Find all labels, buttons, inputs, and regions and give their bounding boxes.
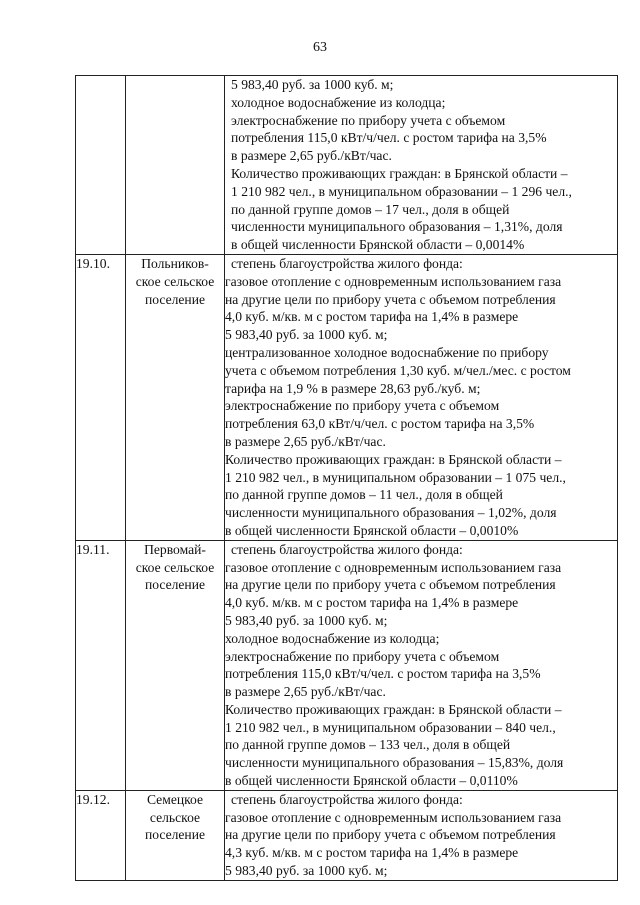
- table-row: [76, 540, 618, 790]
- settlement-name: [126, 254, 225, 540]
- description-cell: [225, 790, 618, 880]
- description-line: 4,0 куб. м/кв. м с ростом тарифа на 1,4% в размере: [225, 309, 519, 325]
- description-line: по данной группе домов – 11 чел., доля в общей: [225, 487, 503, 503]
- description-line: степень благоустройства жилого фонда:: [231, 791, 463, 807]
- description-line: по данной группе домов – 133 чел., доля в общей: [225, 737, 511, 753]
- description-line: в общей численности Брянской области – 0,0014%: [231, 237, 525, 253]
- table-row: [76, 254, 618, 540]
- description-line: Количество проживающих граждан: в Брянской области –: [231, 165, 568, 181]
- settlement-name-line: поселение: [144, 291, 206, 307]
- settlement-name-line: поселение: [144, 577, 206, 593]
- description-line: на другие цели по прибору учета с объемом потребления: [225, 827, 556, 843]
- description-line: учета с объемом потребления 1,30 куб. м/чел./мес. с ростом: [225, 362, 571, 378]
- settlement-name: [126, 790, 225, 880]
- description-line: газовое отопление с одновременным использованием газа: [225, 559, 562, 575]
- description-line: Количество проживающих граждан: в Брянской области –: [225, 451, 562, 467]
- settlement-name-line: Семецкое: [146, 791, 204, 807]
- description-line: электроснабжение по прибору учета с объемом: [225, 398, 500, 414]
- description-line: степень благоустройства жилого фонда:: [231, 255, 463, 271]
- description-line: электроснабжение по прибору учета с объемом: [231, 112, 506, 128]
- settlement-name-line: сельское: [149, 809, 201, 825]
- settlement-name-line: ское сельское: [135, 559, 215, 575]
- description-line: степень благоустройства жилого фонда:: [231, 541, 463, 557]
- description-line: 1 210 982 чел., в муниципальном образовании – 1 075 чел.,: [225, 469, 566, 485]
- description-cell: [225, 76, 618, 255]
- description-line: 5 983,40 руб. за 1000 куб. м;: [225, 612, 388, 628]
- description-line: численности муниципального образования – 15,83%, доля: [225, 755, 564, 771]
- description-line: потребления 115,0 кВт/ч/чел. с ростом тарифа на 3,5%: [225, 666, 541, 682]
- description-line: холодное водоснабжение из колодца;: [225, 630, 440, 646]
- row-number: 19.10.: [76, 254, 126, 540]
- description-line: электроснабжение по прибору учета с объемом: [225, 648, 500, 664]
- description-line: газовое отопление с одновременным использованием газа: [225, 809, 562, 825]
- description-line: на другие цели по прибору учета с объемом потребления: [225, 291, 556, 307]
- description-line: на другие цели по прибору учета с объемом потребления: [225, 577, 556, 593]
- description-line: тарифа на 1,9 % в размере 28,63 руб./куб. м;: [225, 380, 481, 396]
- description-line: Количество проживающих граждан: в Брянской области –: [225, 701, 562, 717]
- description-line: 1 210 982 чел., в муниципальном образовании – 840 чел.,: [225, 719, 556, 735]
- description-cell: [225, 540, 618, 790]
- description-line: по данной группе домов – 17 чел., доля в общей: [231, 201, 510, 217]
- description-cell: [225, 254, 618, 540]
- description-line: 5 983,40 руб. за 1000 куб. м;: [231, 77, 394, 92]
- settlement-name: [126, 76, 225, 255]
- row-number: [76, 76, 126, 255]
- page-number: 63: [313, 40, 327, 55]
- settlement-name-line: ское сельское: [135, 273, 215, 289]
- description-line: потребления 115,0 кВт/ч/чел. с ростом тарифа на 3,5%: [231, 130, 547, 146]
- table-row: [76, 790, 618, 880]
- description-line: потребления 63,0 кВт/ч/чел. с ростом тарифа на 3,5%: [225, 416, 535, 432]
- description-line: 5 983,40 руб. за 1000 куб. м;: [225, 863, 388, 879]
- description-line: в размере 2,65 руб./кВт/час.: [225, 684, 386, 700]
- settlement-table: [75, 75, 618, 881]
- settlement-name-line: Польников-: [141, 255, 209, 271]
- description-line: в общей численности Брянской области – 0,0010%: [225, 522, 519, 538]
- settlement-name-line: поселение: [144, 827, 206, 843]
- description-line: 4,3 куб. м/кв. м с ростом тарифа на 1,4% в размере: [225, 845, 519, 861]
- settlement-name-line: Первомай-: [144, 541, 206, 557]
- row-number: 19.12.: [76, 790, 126, 880]
- settlement-name: [126, 540, 225, 790]
- description-line: 5 983,40 руб. за 1000 куб. м;: [225, 327, 388, 343]
- description-line: 1 210 982 чел., в муниципальном образовании – 1 296 чел.,: [231, 183, 572, 199]
- description-line: в размере 2,65 руб./кВт/час.: [225, 433, 386, 449]
- description-line: 4,0 куб. м/кв. м с ростом тарифа на 1,4% в размере: [225, 595, 519, 611]
- description-line: численности муниципального образования – 1,31%, доля: [231, 219, 563, 235]
- description-line: централизованное холодное водоснабжение по прибору: [225, 344, 549, 360]
- description-line: газовое отопление с одновременным использованием газа: [225, 273, 562, 289]
- description-line: численности муниципального образования – 1,02%, доля: [225, 505, 557, 521]
- description-line: в размере 2,65 руб./кВт/час.: [231, 148, 392, 164]
- description-line: в общей численности Брянской области – 0,0110%: [225, 773, 518, 789]
- table-row: [76, 76, 618, 255]
- row-number: 19.11.: [76, 540, 126, 790]
- description-line: холодное водоснабжение из колодца;: [231, 94, 446, 110]
